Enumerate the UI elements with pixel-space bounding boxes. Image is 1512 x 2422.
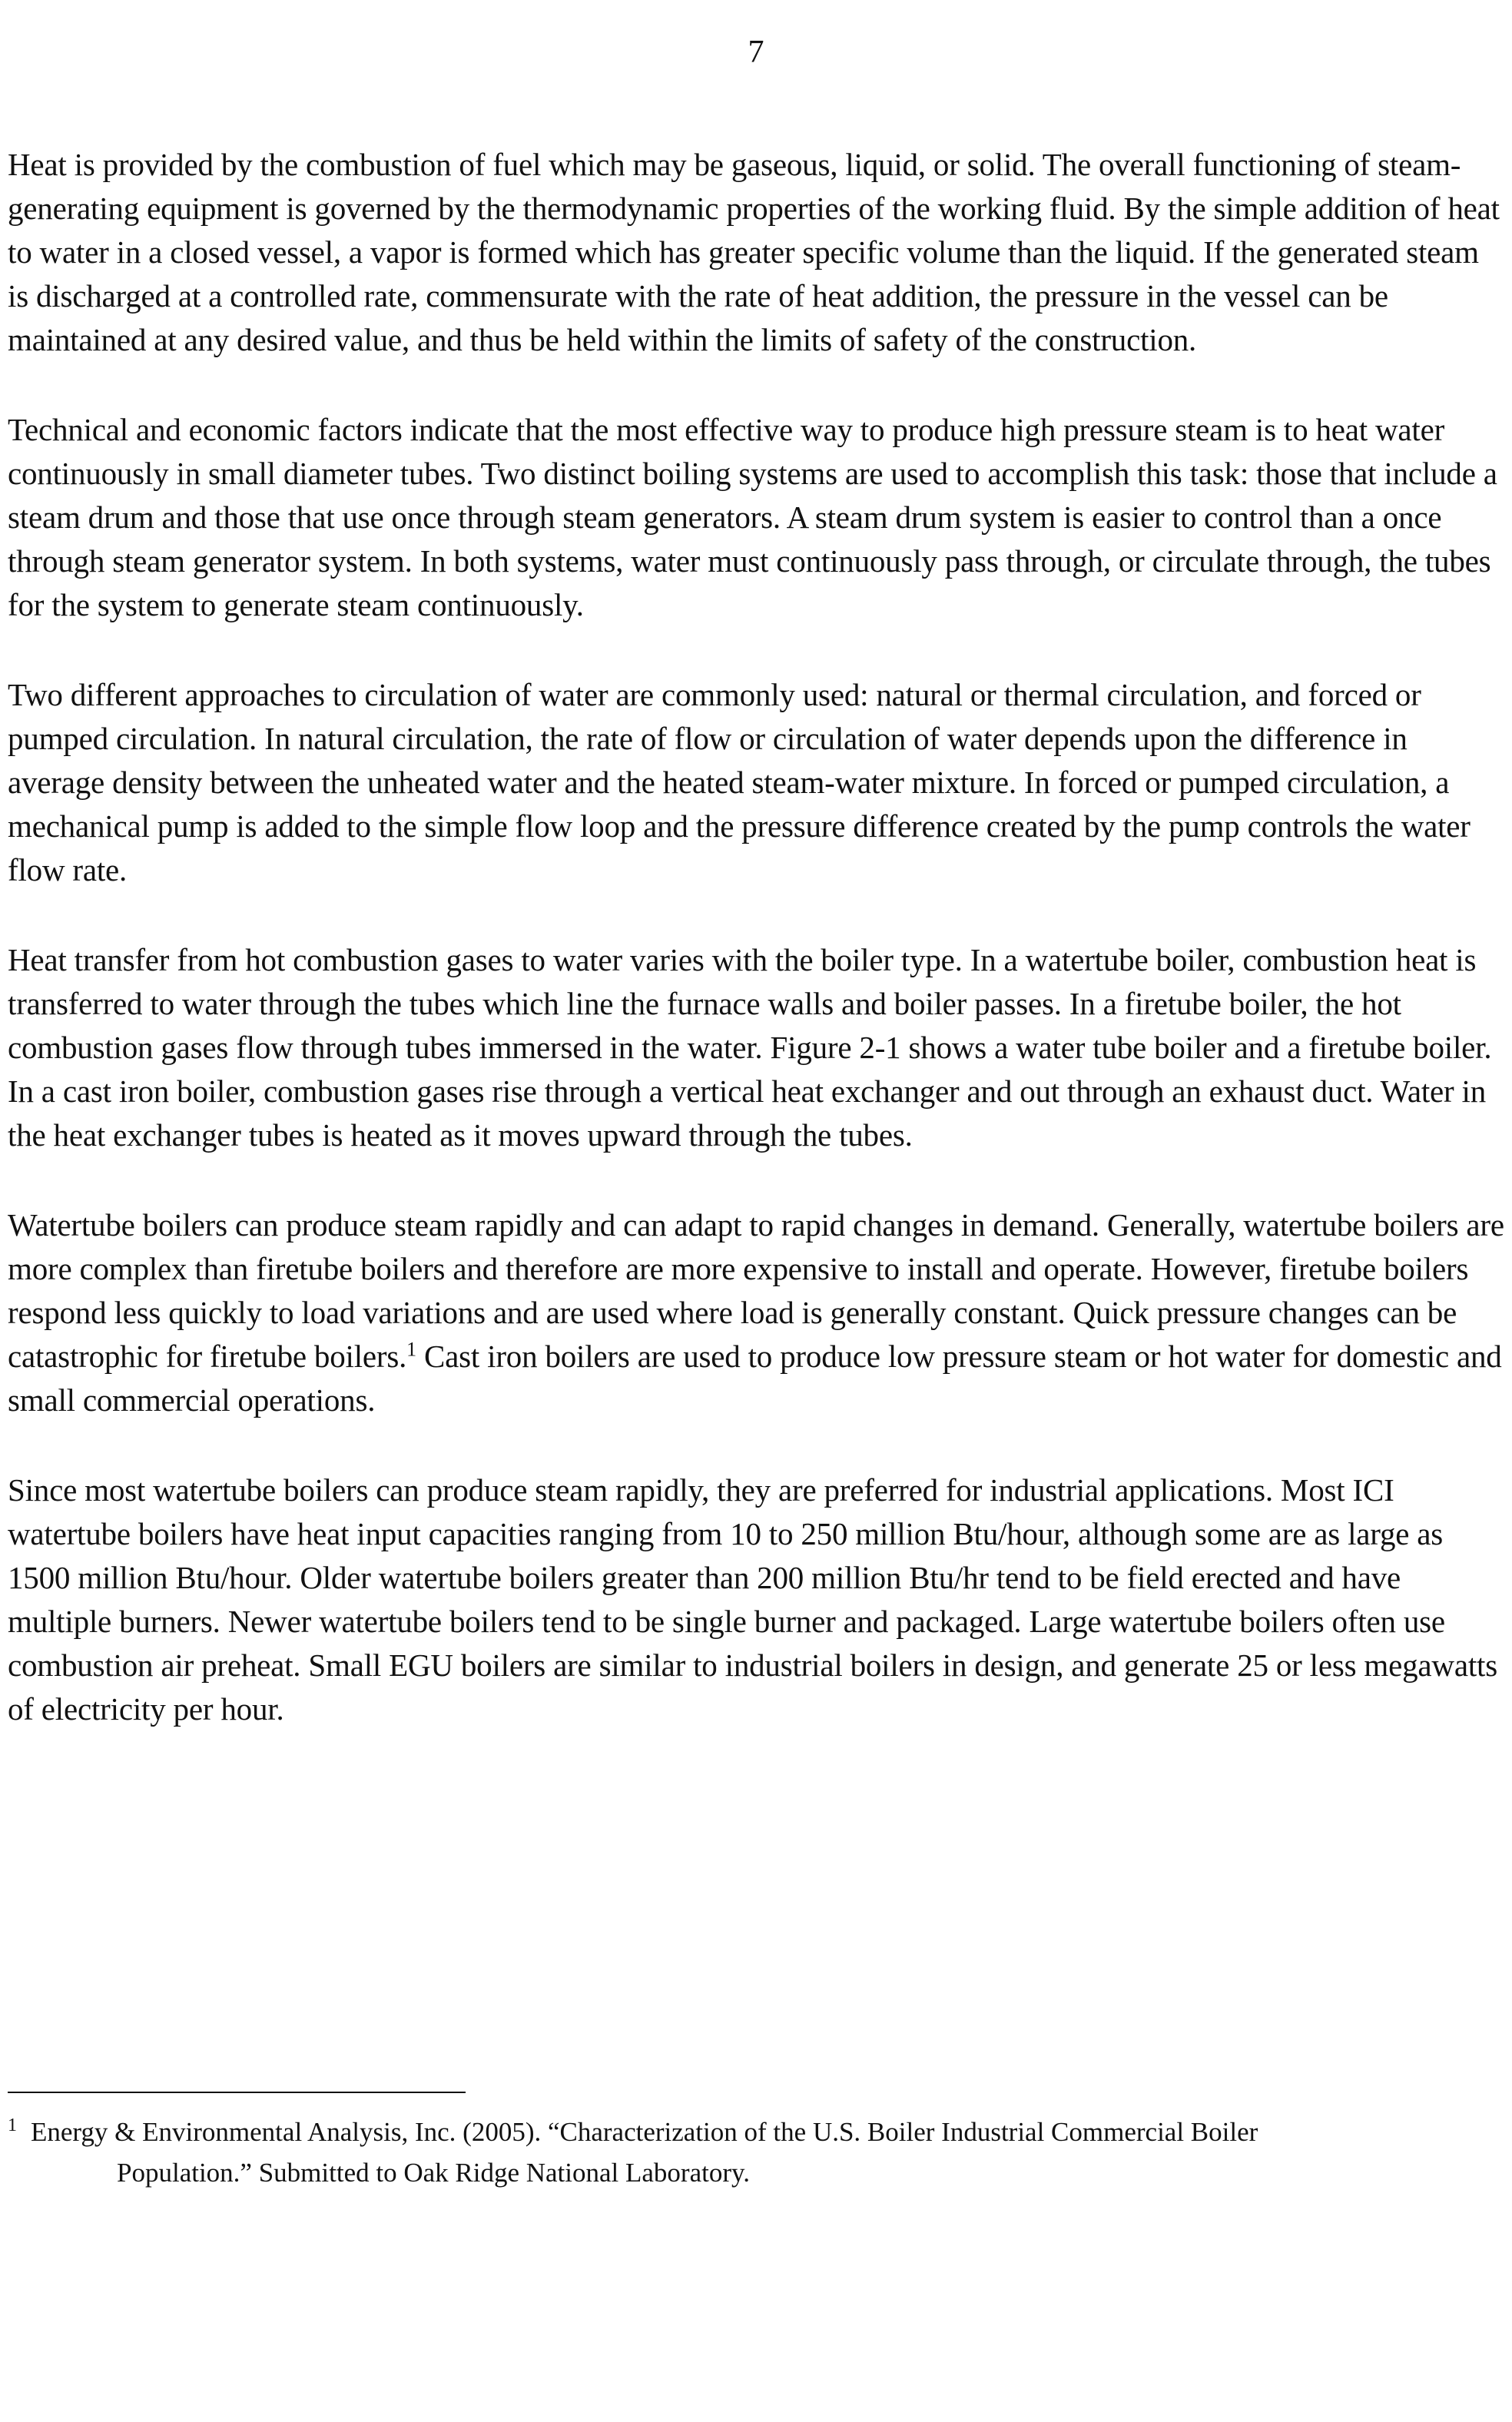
paragraph-heat-provided: Heat is provided by the combustion of fuel which may be gaseous, liquid, or solid. The overall functioning of steam-generating equipment is governed by the thermodynamic properties of the working fluid. By the simple addition of heat to water in a closed vessel, a vapor is formed which has greater specific volume than the liquid. If the generated steam is discharged at a controlled rate, commensurate with the rate of heat addition, the pressure in the vessel can be maintained at any desired value, and thus be held within the limits of safety of the construction.	[8, 147, 1500, 357]
footnote-line-1: Energy & Environmental Analysis, Inc. (2005). “Characterization of the U.S. Boiler Industrial Commercial Boiler	[31, 2117, 1258, 2147]
body-text	[8, 143, 1506, 1777]
paragraph-heat-transfer: Heat transfer from hot combustion gases to water varies with the boiler type. In a watertube boiler, combustion heat is transferred to water through the tubes which line the furnace walls and boiler passes. In a firetube boiler, the hot combustion gases flow through tubes immersed in the water. Figure 2-1 shows a water tube boiler and a firetube boiler. In a cast iron boiler, combustion gases rise through a vertical heat exchanger and out through an exhaust duct. Water in the heat exchanger tubes is heated as it moves upward through the tubes.	[8, 942, 1492, 1153]
paragraph-industrial-applications: Since most watertube boilers can produce steam rapidly, they are preferred for industrial applications. Most ICI watertube boilers have heat input capacities ranging from 10 to 250 million Btu/hour, although some are as large as 1500 million Btu/hour. Older watertube boilers greater than 200 million Btu/hr tend to be field erected and have multiple burners. Newer watertube boilers tend to be single burner and packaged. Large watertube boilers often use combustion air preheat. Small EGU boilers are similar to industrial boilers in design, and generate 25 or less megawatts of electricity per hour.	[8, 1472, 1497, 1727]
paragraph-text-part: Watertube boilers can produce steam rapidly and can adapt to rapid changes in demand. Generally, watertube boilers are more complex than firetube boilers and therefore are more expensive to install and operate. However, firetube boilers respond less quickly to load variations and are used where load is generally constant. Quick pressure changes can be catastrophic for firetube boilers.	[8, 1207, 1504, 1374]
footnote-divider	[8, 2092, 466, 2093]
footnote	[8, 2112, 1506, 2193]
paragraph-watertube-vs-firetube	[8, 1203, 1506, 1422]
page-number: 7	[748, 35, 764, 70]
footnote-reference: 1	[406, 1338, 416, 1361]
paragraph-technical-factors: Technical and economic factors indicate that the most effective way to produce high pressure steam is to heat water continuously in small diameter tubes. Two distinct boiling systems are used to accomplish this task: those that include a steam drum and those that use once through steam generators. A steam drum system is easier to control than a once through steam generator system. In both systems, water must continuously pass through, or circulate through, the tubes for the system to generate steam continuously.	[8, 412, 1497, 622]
paragraph-text-part: Cast iron boilers are used to produce low pressure steam or hot water for domestic and small commercial operations.	[8, 1339, 1502, 1418]
footnote-line-2: Population.” Submitted to Oak Ridge National Laboratory.	[117, 2158, 750, 2188]
paragraph-circulation-approaches: Two different approaches to circulation of water are commonly used: natural or thermal circulation, and forced or pumped circulation. In natural circulation, the rate of flow or circulation of water depends upon the difference in average density between the unheated water and the heated steam-water mixture. In forced or pumped circulation, a mechanical pump is added to the simple flow loop and the pressure difference created by the pump controls the water flow rate.	[8, 677, 1471, 888]
footnote-number: 1	[8, 2115, 17, 2136]
